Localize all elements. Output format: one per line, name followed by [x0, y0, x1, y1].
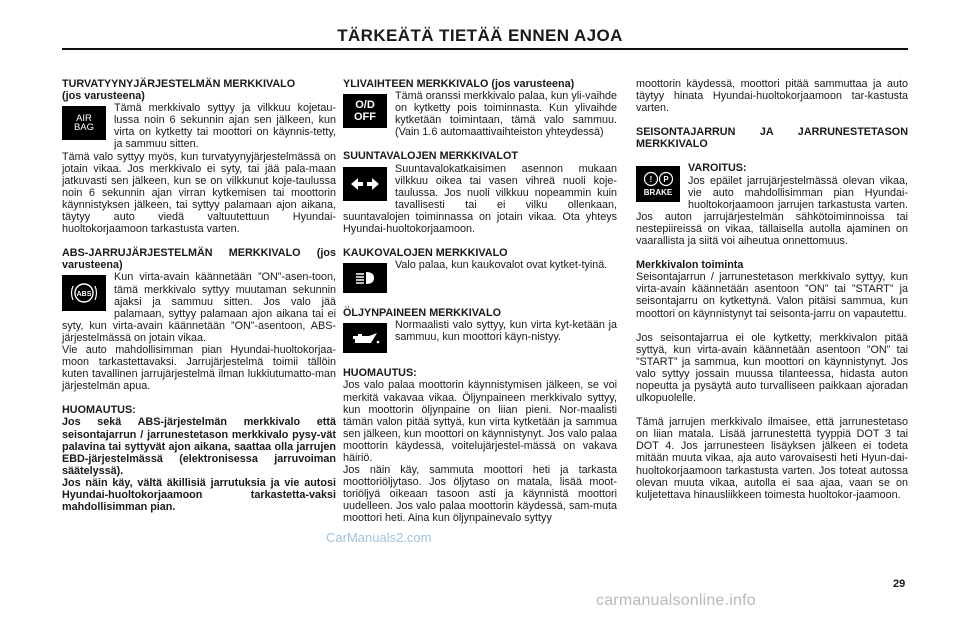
column-left	[62, 78, 336, 513]
svg-text:P: P	[663, 175, 669, 185]
page-title: TÄRKEÄTÄ TIETÄÄ ENNEN AJOA	[337, 26, 623, 45]
oil-pressure-icon	[349, 330, 381, 346]
brake-circles-icon	[641, 171, 675, 187]
overdrive-section-title: YLIVAIHTEEN MERKKIVALO (jos varusteena)	[343, 78, 575, 90]
page-number: 29	[893, 578, 906, 590]
overdrive-paragraph: Tämä oranssi merkkivalo palaa, kun yli-vaihde on kytketty pois toiminnasta. Kun ylivaihde kytketään toimintaan, tämä valo sammuu. (Vain 1.6 automaattivaihteiston yhteydessä)	[395, 90, 617, 139]
svg-text:!: !	[649, 175, 653, 185]
indicator-paragraph-2: Jos seisontajarrua ei ole kytketty, merkkivalon pitää syttyä, kun virta-avain käännetään asentoon ”ON” tai ”START” ja sammua, kun moottori on käynnistynyt. Jos valo syttyy jossain muussa tilanteessa, hidasta auton nopeutta ja pysäytä auto turvalliseen paikkaan ajoradan ulkopuolelle.	[636, 331, 908, 405]
turn-signal-arrows-icon	[343, 167, 387, 201]
brake-warning-icon	[636, 166, 680, 202]
note-paragraph-2: Jos näin käy, vältä äkillisiä jarrutuksia ja vie autosi Hyundai-huoltokorjaamoon tarkastetta-vaksi mahdollisimman pian.	[62, 476, 336, 514]
abs-circle-icon	[70, 281, 98, 305]
column-middle	[343, 78, 617, 525]
note-paragraph-1: Jos sekä ABS-järjestelmän merkkivalo että seisontajarrun / jarrunestetason merkkivalo pysy-vät palavina tai syttyvät ajon aikana, saattaa olla jarrujen EBD-järjestelmässä (elektronisessa jarruvoiman säätelyssä).	[62, 416, 336, 477]
warning-paragraph: Jos epäilet jarrujärjestelmässä olevan vikaa, vie auto mahdollisimman pian Hyundai-huoltokorjaamoon jarrujen tarkastusta varten. Jos auton jarrujärjestelmän sähkötoiminnoissa tai nestepiireissä on vikaa, tällaisella autolla ajaminen on vaarallista ja siitä voi aiheutua onnettomuus.	[636, 174, 908, 248]
airbag-section-title: TURVATYYNYJÄRJESTELMÄN MERKKIVALO	[62, 78, 296, 90]
od-off-icon: O/D OFF	[343, 94, 387, 128]
indicator-paragraph-3: Tämä jarrujen merkkivalo ilmaisee, että jarrunestetaso on liian matala. Lisää jarrunestettä tyyppiä DOT 3 tai DOT 4. Jos jarrunesteen lisäyksen jälkeen ei todeta mitään muuta vikaa, aja auto varovaisesti heti Hyun-dai-huoltokorjaamoon tarkastusta varten. Jos toteat autossa olevan muuta vikaa, autolla ei saa ajaa, vaan se on kuljetettava hinausliikkeen toimesta huoltokor-jaamoon.	[636, 416, 908, 501]
turn-signal-section-title: SUUNTAVALOJEN MERKKIVALOT	[343, 150, 518, 163]
high-beam-section-title: KAUKOVALOJEN MERKKIVALO	[343, 247, 508, 260]
high-beam-paragraph: Valo palaa, kun kaukovalot ovat kytket-tyinä.	[395, 259, 608, 272]
abs-paragraph-1: Kun virta-avain käännetään ”ON”-asen-toon, tämä merkkivalo syttyy muutaman sekunnin ajaksi ja sammuu sitten. Jos valo jää palamaan, syttyy palamaan ajon aikana tai ei syty, kun virta-avain käännetään ”ON”-asentoon, ABS-järjestelmässä on jotain vikaa.	[62, 271, 336, 344]
turn-signal-paragraph: Suuntavalokatkaisimen asennon mukaan vilkkuu oikea tai vasen vihreä nuoli koje-taulussa. Jos nuoli vilkkuu nopeammin kuin tavallisesti tai ei vilku ollenkaan, suuntavalojen toiminnassa on jotain vikaa. Ota yhteys Hyundai-huoltokorjaamoon.	[343, 162, 617, 236]
continued-paragraph: moottorin käydessä, moottori pitää sammuttaa ja auto täytyy hinata Hyundai-huoltokorjaamoon tar-kastusta varten.	[636, 78, 908, 115]
header-rule	[62, 48, 908, 50]
airbag-paragraph-2: Tämä valo syttyy myös, kun turvatyynyjärjestelmässä on jotain vikaa. Jos merkkivalo ei syty, tai jää pala-maan jatkuvasti sen jälkeen, kun se on vilkkunut koje-taulussa noin 6 sekunnin ajan virran kytkemisen tai moottorin käynnistyksen jälkeen, tai syttyy palamaan ajon aikana, täytyy auto viedä valtuutettuun Hyundai-huoltokorjaamoon tarkastusta varten.	[62, 150, 336, 236]
headlight-icon	[354, 270, 376, 286]
svg-text:ABS: ABS	[76, 291, 92, 299]
column-right	[636, 78, 908, 501]
abs-paragraph-2: Vie auto mahdollisimman pian Hyundai-huoltokorjaa-moon tarkastettavaksi. Jarrujärjestelmä toimii tällöin kuten tavallinen jarrujärjestelmä ilman lukkiutumatto-man järjestelmän apua.	[62, 343, 336, 393]
oil-can-icon	[343, 323, 387, 353]
double-arrow-icon	[350, 176, 380, 192]
indicator-operation-title: Merkkivalon toiminta	[636, 259, 744, 272]
airbag-paragraph-1: Tämä merkkivalo syttyy ja vilkkuu kojetau-lussa noin 6 sekunnin ajan sen jälkeen, kun virta on kytketty tai moottori on käynnis-tetty, ja sammuu sitten.	[114, 102, 336, 151]
oil-note-paragraph-2: Jos näin käy, sammuta moottori heti ja tarkasta moottoriöljytaso. Jos öljytaso on matala, lisää moot-toriöljyä oikeaan tasoon asti ja käynnistä moottori uudelleen. Jos valo palaa moottorin käydessä, sam-muta moottori heti. Aina kun öljynpainevalo syttyy	[343, 464, 617, 525]
airbag-section-subtitle: (jos varusteena)	[62, 90, 145, 103]
indicator-paragraph-1: Seisontajarrun / jarrunestetason merkkivalo syttyy, kun virta-avain käännetään asentoon ”ON” tai ”START” ja seisontajarru on kytkettynä. Valon pitäisi sammua, kun moottori on käynnistynyt tai seisonta-jarru on vapautettu.	[636, 271, 908, 320]
oil-note-title: HUOMAUTUS:	[343, 367, 417, 380]
brake-icon-label: BRAKE	[643, 188, 673, 198]
watermark-large: carmanualsonline.info	[596, 592, 756, 609]
parking-brake-section-title: SEISONTAJARRUN JA JARRUNESTETASON MERKKIVALO	[636, 126, 908, 151]
abs-section-title: ABS-JARRUJÄRJESTELMÄN MERKKIVALO (jos varusteena)	[62, 247, 336, 272]
oil-pressure-section-title: ÖLJYNPAINEEN MERKKIVALO	[343, 307, 501, 320]
oil-pressure-paragraph: Normaalisti valo syttyy, kun virta kyt-ketään ja sammuu, kun moottori käyn-nistyy.	[395, 319, 617, 344]
airbag-warning-icon: AIR BAG	[62, 106, 106, 140]
watermark-small: CarManuals2.com	[326, 530, 432, 545]
oil-note-paragraph-1: Jos valo palaa moottorin käynnistymisen jälkeen, se voi merkitä vakavaa vikaa. Öljynpaineen merkkivalo syttyy, kun moottorin öljynpaine on liian pieni. Nor-maalisti tämän valon pitää syttyä, kun virta kytketään ja sammua sen jälkeen, kun moottori on käynnistynyt. Jos valo palaa moottorin käydessä, voitelujärjestel-mässä on vakava häiriö.	[343, 379, 617, 464]
warning-label: VAROITUS:	[688, 162, 747, 175]
note-title: HUOMAUTUS:	[62, 404, 136, 417]
high-beam-icon	[343, 263, 387, 293]
abs-warning-icon	[62, 275, 106, 311]
